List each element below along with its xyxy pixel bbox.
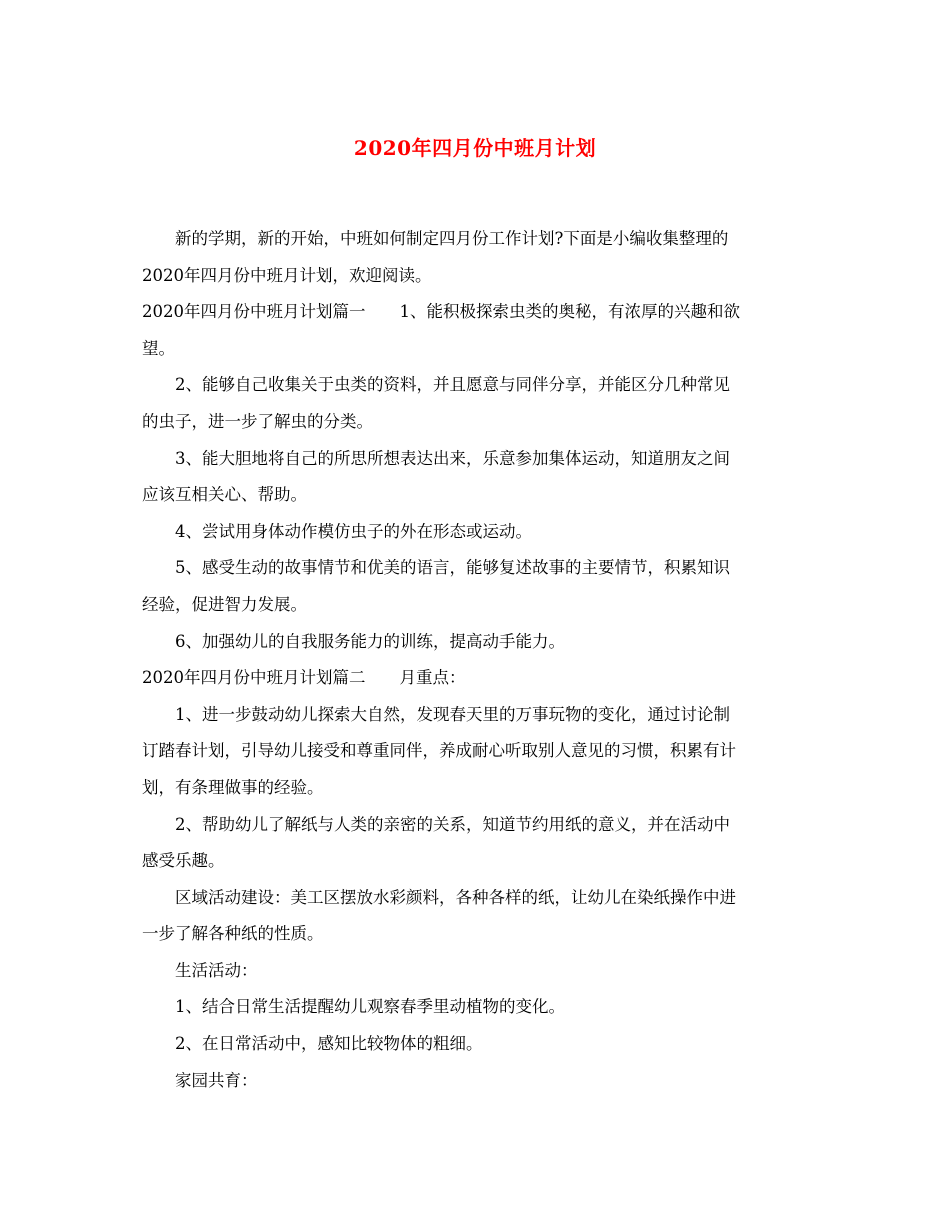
paragraph-line: 2、能够自己收集关于虫类的资料，并且愿意与同伴分享，并能区分几种常见 [175, 375, 730, 395]
paragraph-line: 4、尝试用身体动作模仿虫子的外在形态或运动。 [175, 521, 532, 541]
paragraph-line: 感受乐趣。 [142, 851, 225, 871]
section-heading-line [142, 660, 814, 697]
paragraph-line: 1、结合日常生活提醒幼儿观察春季里动植物的变化。 [175, 997, 565, 1017]
paragraph-line: 2、在日常活动中，感知比较物体的粗细。 [175, 1034, 483, 1054]
paragraph-line: 新的学期，新的开始，中班如何制定四月份工作计划?下面是小编收集整理的 [175, 229, 729, 248]
paragraph-line: 区域活动建设：美工区摆放水彩颜料，各种各样的纸，让幼儿在染纸操作中进 [175, 887, 736, 907]
paragraph-line: 3、能大胆地将自己的所思所想表达出来，乐意参加集体运动，知道朋友之间 [175, 448, 730, 468]
section-heading: 2020年四月份中班月计划篇一 [142, 302, 366, 322]
paragraph-line: 望。 [142, 338, 175, 358]
paragraph-line: 一步了解各种纸的性质。 [142, 924, 324, 944]
paragraph-line: 订踏春计划，引导幼儿接受和尊重同伴，养成耐心听取别人意见的习惯，积累有计 [142, 741, 736, 761]
document-body [142, 221, 814, 1099]
paragraph-line: 生活活动： [175, 960, 258, 980]
paragraph-line: 2020年四月份中班月计划，欢迎阅读。 [142, 265, 432, 285]
paragraph-line: 6、加强幼儿的自我服务能力的训练，提高动手能力。 [175, 631, 565, 651]
paragraph-line: 家园共育： [175, 1070, 258, 1090]
paragraph-line: 的虫子，进一步了解虫的分类。 [142, 411, 373, 431]
section-heading-line [142, 294, 814, 331]
paragraph-line: 划，有条理做事的经验。 [142, 777, 324, 797]
paragraph-line: 应该互相关心、帮助。 [142, 485, 307, 505]
document-title: 2020年四月份中班月计划 [353, 136, 597, 160]
paragraph-text: 月重点： [399, 668, 466, 688]
section-heading: 2020年四月份中班月计划篇二 [142, 668, 366, 688]
paragraph-line: 经验，促进智力发展。 [142, 594, 307, 614]
paragraph-line: 5、感受生动的故事情节和优美的语言，能够复述故事的主要情节，积累知识 [175, 558, 730, 578]
paragraph-line: 1、进一步鼓动幼儿探索大自然，发现春天里的万事玩物的变化，通过讨论制 [175, 704, 730, 724]
paragraph-text: 1、能积极探索虫类的奥秘，有浓厚的兴趣和欲 [399, 302, 740, 322]
paragraph-line: 2、帮助幼儿了解纸与人类的亲密的关系，知道节约用纸的意义，并在活动中 [175, 814, 730, 834]
